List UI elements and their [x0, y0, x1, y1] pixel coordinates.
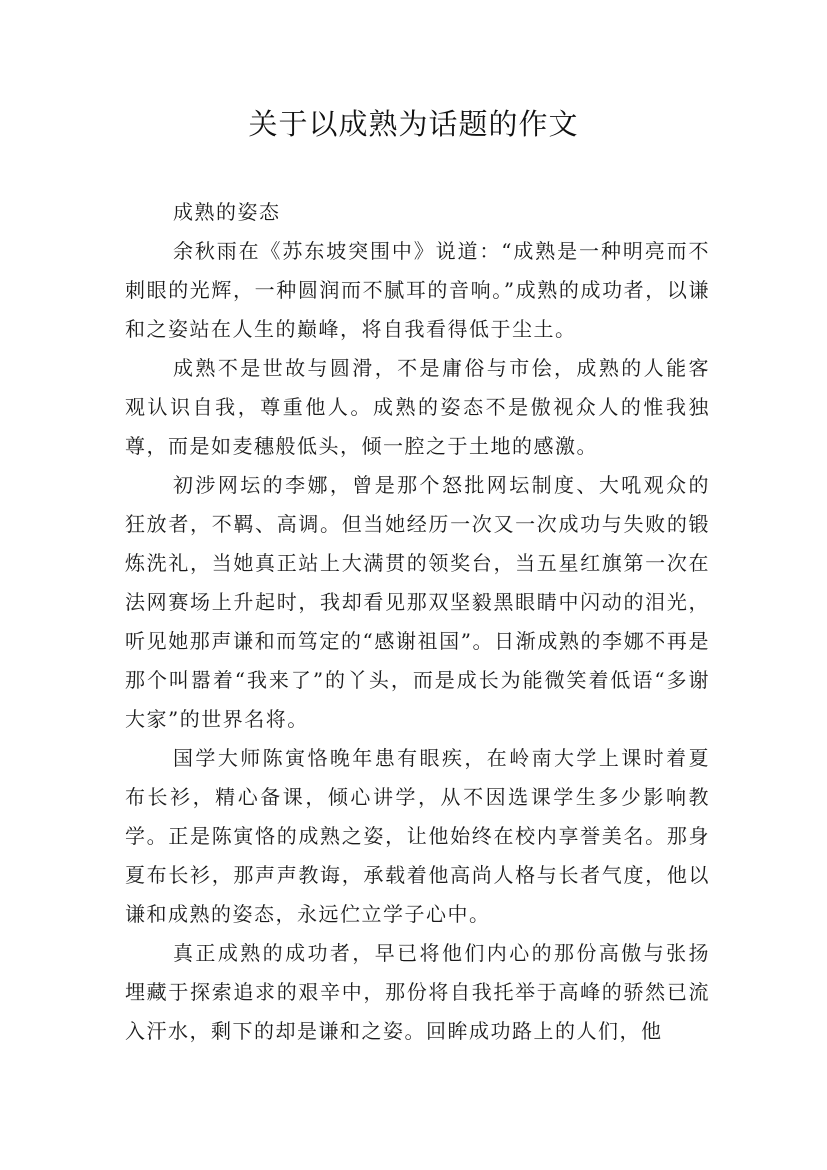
document-title: 关于以成熟为话题的作文: [248, 107, 579, 141]
paragraph-2: 成熟不是世故与圆滑，不是庸俗与市侩，成熟的人能客观认识自我，尊重他人。成熟的姿态不是傲视众人的惟我独尊，而是如麦穗般低头，倾一腔之于土地的感激。: [125, 356, 710, 458]
paragraph-4: 国学大师陈寅恪晚年患有眼疾，在岭南大学上课时着夏布长衫，精心备课，倾心讲学，从不因选课学生多少影响教学。正是陈寅恪的成熟之姿，让他始终在校内享誉美名。那身夏布长衫，那声声教诲，承载着他高尚人格与长者气度，他以谦和成熟的姿态，永远伫立学子心中。: [125, 746, 710, 926]
paragraph-3: 初涉网坛的李娜，曾是那个怒批网坛制度、大吼观众的狂放者，不羁、高调。但当她经历一次又一次成功与失败的锻炼洗礼，当她真正站上大满贯的领奖台，当五星红旗第一次在法网赛场上升起时，我却看见那双坚毅黑眼睛中闪动的泪光，听见她那声谦和而笃定的“感谢祖国”。日渐成熟的李娜不再是那个叫嚣着“我来了”的丫头，而是成长为能微笑着低语“多谢大家”的世界名将。: [125, 473, 710, 731]
section-heading: 成熟的姿态: [173, 200, 281, 224]
paragraph-5: 真正成熟的成功者，早已将他们内心的那份高傲与张扬埋藏于探索追求的艰辛中，那份将自我托举于高峰的骄然已流入汗水，剩下的却是谦和之姿。回眸成功路上的人们，他: [125, 941, 710, 1043]
paragraph-1: 余秋雨在《苏东坡突围中》说道：“成熟是一种明亮而不刺眼的光辉，一种圆润而不腻耳的音响。”成熟的成功者，以谦和之姿站在人生的巅峰，将自我看得低于尘土。: [125, 239, 710, 341]
document-body: [125, 193, 710, 1051]
